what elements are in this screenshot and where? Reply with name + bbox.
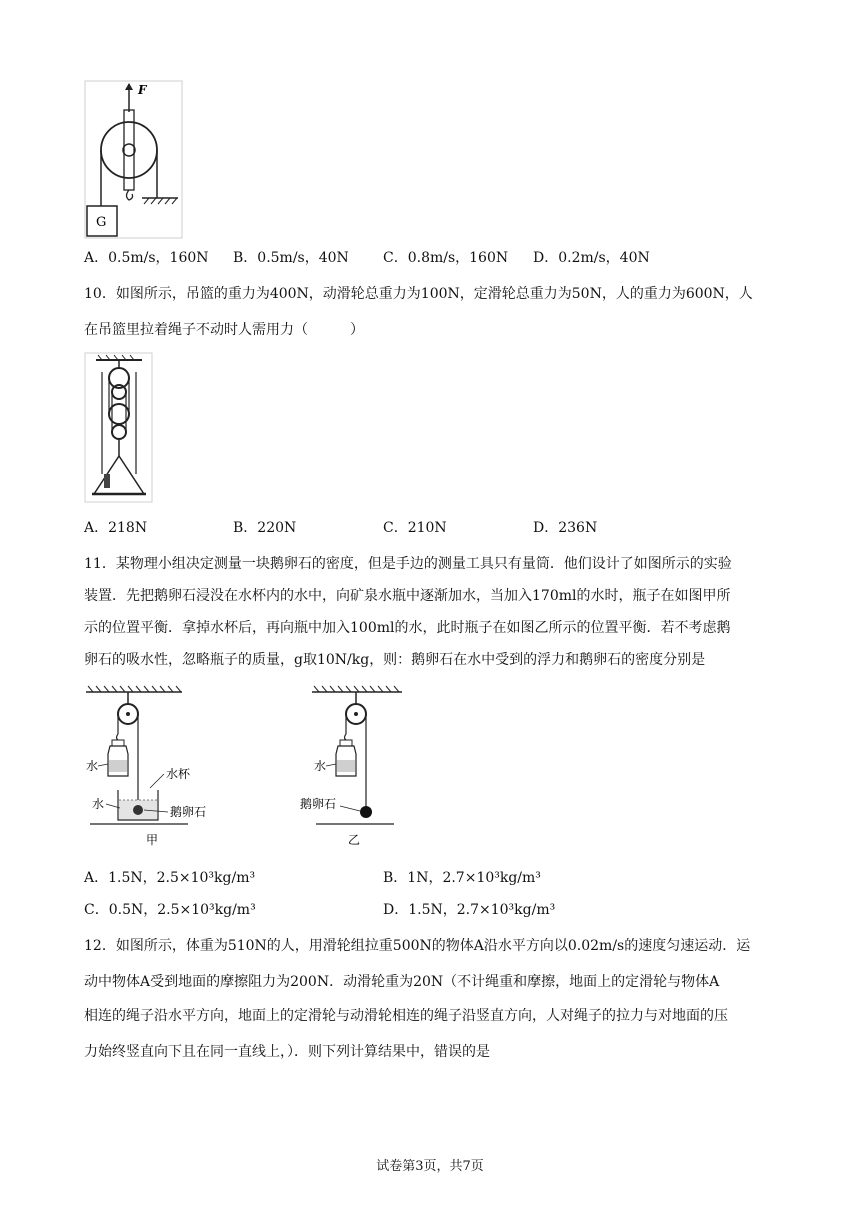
q11-a-pebble-label: 鹅卵石 <box>170 805 207 819</box>
q11-a-cup-water-label: 水 <box>92 797 105 811</box>
q11-text-line-2: 装置．先把鹅卵石浸没在水杯内的水中，向矿泉水瓶中逐渐加水，当加入170ml的水时，瓶子在如图甲所 <box>84 588 731 604</box>
q11-figure-a <box>84 684 234 854</box>
q12-text-line-2: 动中物体A受到地面的摩擦阻力为200N．动滑轮重为20N（不计绳重和摩擦，地面上的定滑轮与物体A <box>84 974 720 990</box>
q9-weight-label: G <box>96 215 107 230</box>
q11-option-a[interactable]: A．1.5N，2.5×10³kg/m³ <box>84 870 256 886</box>
q11-text-line-3: 示的位置平衡．拿掉水杯后，再向瓶中加入100ml的水，此时瓶子在如图乙所示的位置平衡．若不考虑鹅 <box>84 620 731 636</box>
q11-b-pebble-label: 鹅卵石 <box>300 797 337 811</box>
q11-text-line-1: 11．某物理小组决定测量一块鹅卵石的密度，但是手边的测量工具只有量筒．他们设计了如图所示的实验 <box>84 556 732 572</box>
q11-b-water-label: 水 <box>314 759 327 773</box>
q9-option-d[interactable]: D．0.2m/s，40N <box>533 250 650 266</box>
q10-basket-pulley-figure <box>84 352 154 504</box>
q10-text-line-2: 在吊篮里拉着绳子不动时人需用力（ ） <box>84 322 364 338</box>
q11-text-line-4: 卵石的吸水性，忽略瓶子的质量，g取10N/kg，则：鹅卵石在水中受到的浮力和鹅卵石的密度分别是 <box>84 652 706 668</box>
q10-option-a[interactable]: A．218N <box>84 520 148 536</box>
q10-option-b[interactable]: B．220N <box>233 520 297 536</box>
q11-option-d[interactable]: D．1.5N，2.7×10³kg/m³ <box>383 902 556 918</box>
q10-option-d[interactable]: D．236N <box>533 520 598 536</box>
q9-force-label: F <box>138 83 147 97</box>
q11-a-caption: 甲 <box>146 833 159 847</box>
q12-text-line-3: 相连的绳子沿水平方向，地面上的定滑轮与动滑轮相连的绳子沿竖直方向，人对绳子的拉力与对地面的压 <box>84 1008 728 1024</box>
q11-b-caption: 乙 <box>348 833 361 847</box>
q9-option-c[interactable]: C．0.8m/s，160N <box>383 250 509 266</box>
q9-option-b[interactable]: B．0.5m/s，40N <box>233 250 349 266</box>
q11-a-cup-label: 水杯 <box>166 767 191 781</box>
q11-figure-b <box>298 684 408 854</box>
q9-pulley-figure <box>84 80 184 240</box>
q11-a-water-label: 水 <box>86 759 99 773</box>
q11-option-b[interactable]: B．1N，2.7×10³kg/m³ <box>383 870 541 886</box>
q11-option-c[interactable]: C．0.5N，2.5×10³kg/m³ <box>84 902 256 918</box>
q10-option-c[interactable]: C．210N <box>383 520 447 536</box>
q10-text-line-1: 10．如图所示，吊篮的重力为400N，动滑轮总重力为100N，定滑轮总重力为50N，人的重力为600N，人 <box>84 286 753 302</box>
q12-text-line-1: 12．如图所示，体重为510N的人，用滑轮组拉重500N的物体A沿水平方向以0.02m/s的速度匀速运动．运 <box>84 938 751 954</box>
q12-text-line-4: 力始终竖直向下且在同一直线上，）．则下列计算结果中，错误的是 <box>84 1044 490 1060</box>
q9-option-a[interactable]: A．0.5m/s，160N <box>84 250 209 266</box>
page-footer: 试卷第3页，共7页 <box>376 1159 484 1174</box>
